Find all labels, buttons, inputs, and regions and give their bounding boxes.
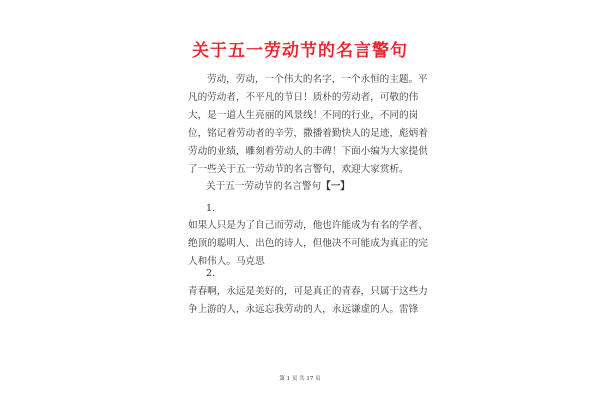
section-heading-text: 关于五一劳动节的名言警句 [206, 181, 322, 192]
item-number: 1. [206, 203, 216, 214]
document-title: 关于五一劳动节的名言警句 [192, 41, 408, 61]
intro-paragraph: 劳动，劳动，一个伟大的名字，一个永恒的主题。平凡的劳动者，不平凡的节日！质朴的劳动者，可敬的伟大，是一道人生亮丽的风景线！不同的行业，不同的岗位，铭记着劳动者的辛劳，撒播着勤快人的足迹，彪炳着劳动的业绩，雕刻着劳动人的丰碑！下面小编为大家提供了一些关于五一劳动节的名言警句，欢迎大家赏析。 [188, 74, 428, 175]
section-heading-bracket: 【一】 [321, 181, 350, 192]
item-number: 2. [206, 268, 216, 279]
page-footer: 第 1 页 共 17 页 [279, 376, 321, 382]
section-heading [206, 180, 350, 194]
quote-paragraph: 如果人只是为了自己而劳动，他也许能成为有名的学者、绝顶的聪明人、出色的诗人，但他决不可能成为真正的完人和伟人。马克思 [188, 220, 428, 267]
quote-paragraph: 青春啊，永远是美好的，可是真正的青春，只属于这些力争上游的人，永远忘我劳动的人，永远谦虚的人。雷锋 [188, 286, 428, 315]
